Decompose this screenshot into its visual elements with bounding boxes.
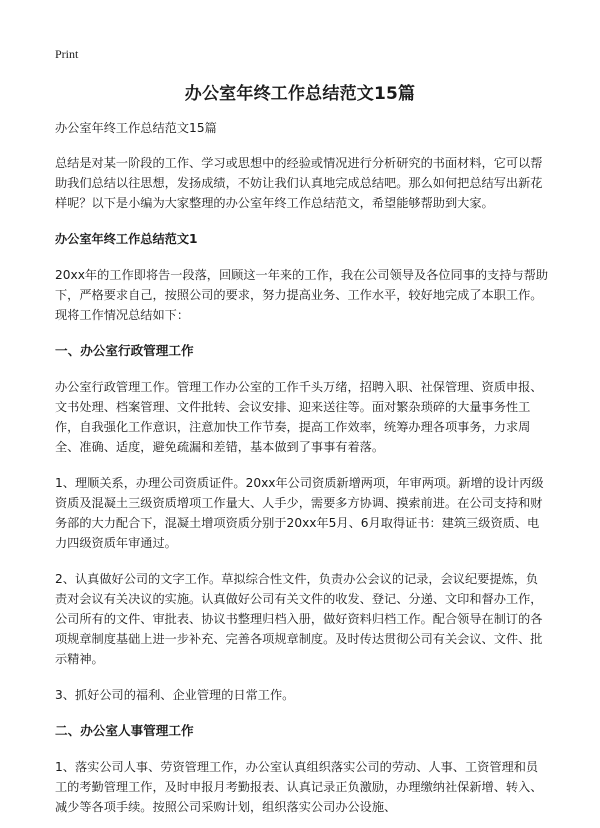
part1-body-paragraph: 办公室行政管理工作。管理工作办公室的工作千头万绪，招聘入职、社保管理、资质申报、文书处理、档案管理、文件批转、会议安排、迎来送往等。面对繁杂琐碎的大量事务性工作，自我强化工作意识，注意加快工作节奏，提高工作效率，统筹办理各项事务，力求周全、准确、适度，避免疏漏和差错，基本做到了事事有着落。 — [55, 380, 543, 454]
list-item: 1、理顺关系，办理公司资质证件。20xx年公司资质新增两项，年审两项。新增的设计丙级资质及混凝土三级资质增项工作量大、人手少，需要多方协调、摸索前进。在公司支持和财务部的大力配合下，混凝土增项资质分别于20xx年5月、6月取得证书：建筑三级资质、电力四级资质年审通过。 — [55, 476, 544, 550]
intro-paragraph: 总结是对某一阶段的工作、学习或思想中的经验或情况进行分析研究的书面材料，它可以帮助我们总结以往思想，发扬成绩，不妨让我们认真地完成总结吧。那么如何把总结写出新花样呢？以下是小编为大家整理的办公室年终工作总结范文，希望能够帮助到大家。 — [55, 156, 543, 210]
part1-heading: 一、办公室行政管理工作 — [55, 343, 194, 358]
page-title: 办公室年终工作总结范文15篇 — [184, 84, 416, 104]
list-item: 1、落实公司人事、劳资管理工作，办公室认真组织落实公司的劳动、人事、工资管理和员工的考勤管理工作，及时申报月考勤报表、认真记录正负激励，办理缴纳社保新增、转入、减少等各项手续。按照公司采购计划，组织落实公司办公设施、 — [55, 760, 543, 814]
list-item: 2、认真做好公司的文字工作。草拟综合性文件，负责办公会议的记录，会议纪要提炼，负责对会议有关决议的实施。认真做好公司有关文件的收发、登记、分递、文印和督办工作，公司所有的文件、审批表、协议书整理归档入册，做好资料归档工作。配合领导在制订的各项规章制度基础上进一步补充、完善各项规章制度。及时传达贯彻公司有关会议、文件、批示精神。 — [55, 572, 543, 666]
part2-heading: 二、办公室人事管理工作 — [55, 723, 194, 738]
section-intro-paragraph: 20xx年的工作即将告一段落，回顾这一年来的工作，我在公司领导及各位同事的支持与帮助下，严格要求自己，按照公司的要求，努力提高业务、工作水平，较好地完成了本职工作。现将工作情况总结如下： — [55, 268, 549, 322]
section-heading: 办公室年终工作总结范文1 — [55, 232, 198, 246]
document-subtitle: 办公室年终工作总结范文15篇 — [55, 121, 217, 135]
list-item: 3、抓好公司的福利、企业管理的日常工作。 — [55, 688, 295, 702]
print-link[interactable]: Print — [55, 47, 79, 61]
document-body — [55, 118, 549, 828]
